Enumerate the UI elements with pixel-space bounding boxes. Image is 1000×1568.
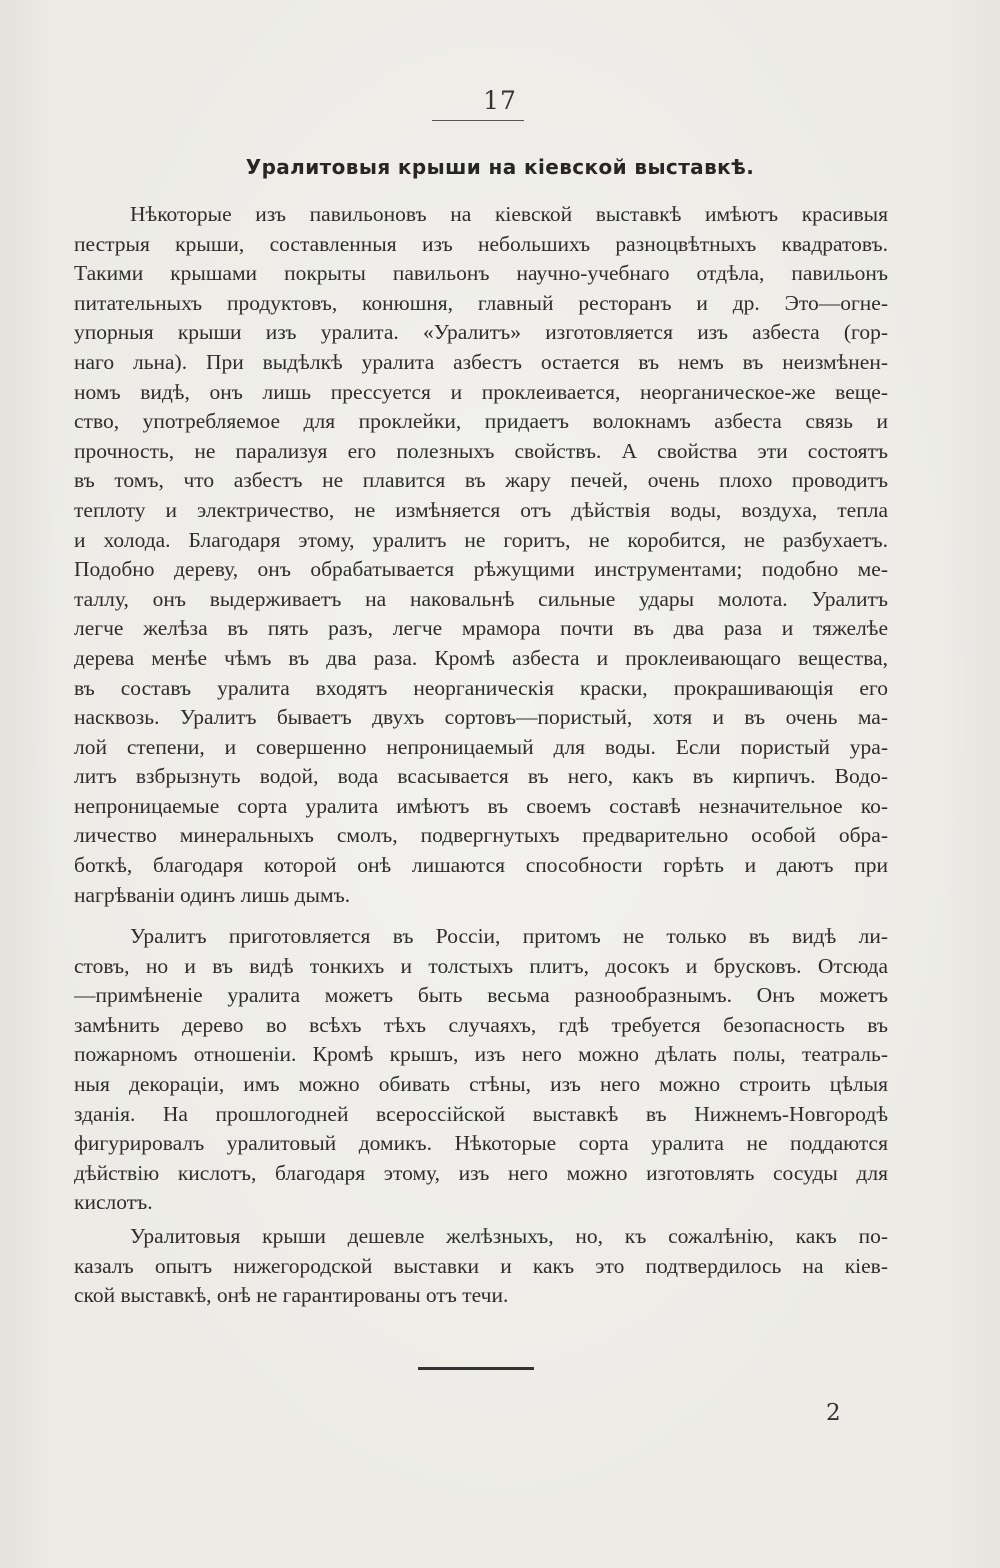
text-line: пожарномъ отношеніи. Кромѣ крышъ, изъ него можно дѣлать полы, театраль- <box>74 1042 888 1067</box>
text-line: легче желѣза въ пять разъ, легче мрамора почти въ два раза и тяжелѣе <box>74 616 888 641</box>
page-number: 17 <box>483 86 517 115</box>
paragraph-3 <box>74 1222 888 1311</box>
text-line: теплоту и электричество, не измѣняется отъ дѣйствія воды, воздуха, тепла <box>74 497 888 522</box>
signature-mark: 2 <box>826 1400 841 1426</box>
text-line: ныя декораціи, имъ можно обивать стѣны, изъ него можно строить цѣлыя <box>74 1071 888 1096</box>
text-line: ство, употребляемое для проклейки, придаетъ волокнамъ азбеста связь и <box>74 409 888 434</box>
text-line: дѣйствію кислотъ, благодаря этому, изъ него можно изготовлять сосуды для <box>74 1160 888 1185</box>
text-line: лой степени, и совершенно непроницаемый для воды. Если пористый ура- <box>74 734 888 759</box>
text-line: ской выставкѣ, онѣ не гарантированы отъ течи. <box>74 1283 509 1308</box>
closing-rule <box>418 1367 534 1370</box>
text-line: зданія. На прошлогодней всероссійской выставкѣ въ Нижнемъ-Новгородѣ <box>74 1101 888 1126</box>
text-line: Подобно дереву, онъ обрабатывается рѣжущими инструментами; подобно ме- <box>74 557 888 582</box>
text-line: въ составъ уралита входятъ неорганическія краски, прокрашивающія его <box>74 675 888 700</box>
text-line: непроницаемые сорта уралита имѣютъ въ своемъ составѣ незначительное ко- <box>74 793 888 818</box>
header-rule <box>432 120 524 121</box>
text-line: прочность, не парализуя его полезныхъ свойствъ. А свойства эти состоятъ <box>74 438 888 463</box>
text-line: номъ видѣ, онъ лишь прессуется и проклеивается, неорганическое-же веще- <box>74 379 888 404</box>
text-line: кислотъ. <box>74 1190 153 1215</box>
text-line: —примѣненіе уралита можетъ быть весьма разнообразнымъ. Онъ можетъ <box>74 983 888 1008</box>
text-line: упорныя крыши изъ уралита. «Уралитъ» изготовляется изъ азбеста (гор- <box>74 320 888 345</box>
text-line: боткѣ, благодаря которой онѣ лишаются способности горѣть и даютъ при <box>74 853 888 878</box>
text-line: наго льна). При выдѣлкѣ уралита азбестъ остается въ немъ въ неизмѣнен- <box>74 349 888 374</box>
text-line: въ томъ, что азбестъ не плавится въ жару печей, очень плохо проводитъ <box>74 468 888 493</box>
text-line: литъ взбрызнуть водой, вода всасывается въ него, какъ въ кирпичъ. Водо- <box>74 764 888 789</box>
text-line: дерева менѣе чѣмъ въ два раза. Кромѣ азбеста и проклеивающаго вещества, <box>74 645 888 670</box>
text-line: Нѣкоторые изъ павильоновъ на кіевской выставкѣ имѣютъ красивыя <box>130 202 888 226</box>
text-line: Уралитъ приготовляется въ Россіи, притомъ не только въ видѣ ли- <box>130 924 888 948</box>
text-line: фигурировалъ уралитовый домикъ. Нѣкоторые сорта уралита не поддаются <box>74 1131 888 1156</box>
text-line: стовъ, но и въ видѣ тонкихъ и толстыхъ плитъ, досокъ и брусковъ. Отсюда <box>74 953 888 978</box>
text-line: замѣнить дерево во всѣхъ тѣхъ случаяхъ, гдѣ требуется безопасность въ <box>74 1012 888 1037</box>
text-line: казалъ опытъ нижегородской выставки и какъ это подтвердилось на кіев- <box>74 1253 888 1278</box>
paragraph-2 <box>74 922 888 1218</box>
text-line: Уралитовыя крыши дешевле желѣзныхъ, но, къ сожалѣнію, какъ по- <box>130 1224 888 1248</box>
text-line: насквозь. Уралитъ бываетъ двухъ сортовъ—пористый, хотя и въ очень ма- <box>74 705 888 730</box>
text-line: таллу, онъ выдерживаетъ на наковальнѣ сильные удары молота. Уралитъ <box>74 586 888 611</box>
text-line: и холода. Благодаря этому, уралитъ не горитъ, не коробится, не разбухаетъ. <box>74 527 888 552</box>
text-line: пестрыя крыши, составленныя изъ небольшихъ разноцвѣтныхъ квадратовъ. <box>74 231 888 256</box>
text-line: личество минеральныхъ смолъ, подвергнутыхъ предварительно особой обра- <box>74 823 888 848</box>
text-line: питательныхъ продуктовъ, конюшня, главный ресторанъ и др. Это—огне- <box>74 290 888 315</box>
paragraph-1 <box>74 200 888 910</box>
article-heading: Уралитовыя крыши на кіевской выставкѣ. <box>245 155 755 179</box>
text-line: нагрѣваніи одинъ лишь дымъ. <box>74 882 351 907</box>
text-line: Такими крышами покрыты павильонъ научно-учебнаго отдѣла, павильонъ <box>74 261 888 286</box>
